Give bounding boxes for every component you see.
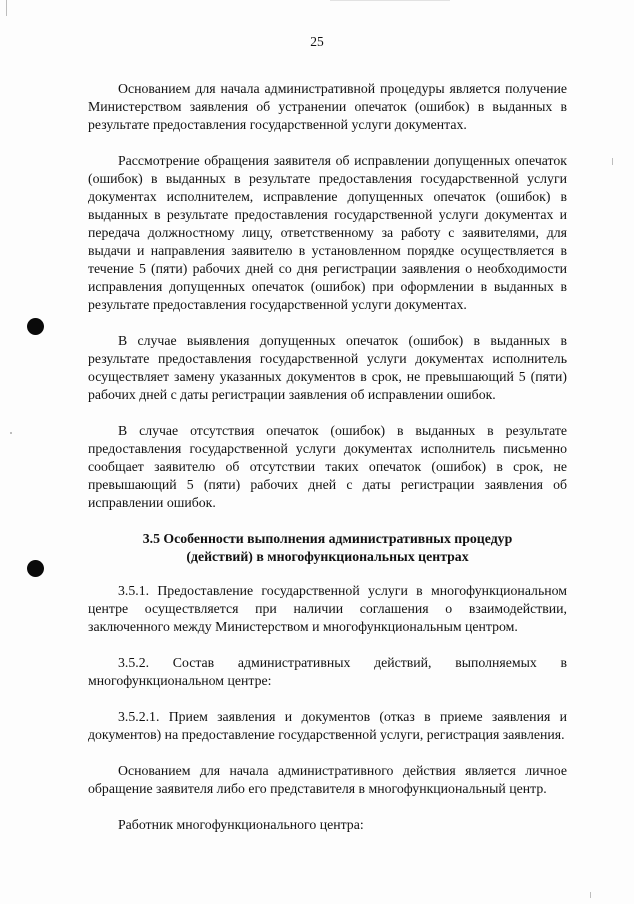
scan-artifact xyxy=(590,892,591,898)
scan-artifact xyxy=(612,158,613,165)
paragraph: Работник многофункционального центра: xyxy=(118,817,364,832)
scan-artifact xyxy=(10,432,12,434)
scan-artifact xyxy=(6,0,7,16)
paragraph: В случае отсутствия опечаток (ошибок) в выданных в результате предоставления государственной услуги документах исполнитель письменно сообщает заявителю об отсутствии таких опечаток (ошибок) в срок, не превышающий 5 (пяти) рабочих дней с даты регистрации заявления об исправлении ошибок. xyxy=(88,423,567,510)
document-body xyxy=(88,80,567,834)
punch-hole xyxy=(27,560,44,577)
paragraph: Рассмотрение обращения заявителя об исправлении допущенных опечаток (ошибок) в выданных в результате предоставления государственной услуги документах исполнителем, исправление допущенных опечаток (ошибок) в выданных в результате предоставления государственной услуги документах и передача должностному лицу, ответственному за работу с заявителями, для выдачи и направления заявителю в установленном порядке осуществляется в течение 5 (пяти) рабочих дней со дня регистрации заявления о необходимости исправления допущенных опечаток (ошибок) при оформлении в выданных в результате предоставления государственной услуги документах. xyxy=(88,153,567,312)
page-number: 25 xyxy=(310,34,324,49)
section-heading: 3.5 Особенности выполнения административных процедур (действий) в многофункциональных центрах xyxy=(142,531,513,564)
scan-artifact xyxy=(330,0,450,1)
paragraph: В случае выявления допущенных опечаток (ошибок) в выданных в результате предоставления государственной услуги документах исполнитель осуществляет замену указанных документов в срок, не превышающий 5 (пяти) рабочих дней с даты регистрации заявления об исправлении ошибок. xyxy=(88,333,567,402)
paragraph: Основанием для начала административного действия является личное обращение заявителя либо его представителя в многофункциональный центр. xyxy=(88,763,567,796)
paragraph: 3.5.2. Состав административных действий, выполняемых в многофункциональном центре: xyxy=(88,655,567,688)
paragraph: 3.5.1. Предоставление государственной услуги в многофункциональном центре осуществляется при наличии соглашения о взаимодействии, заключенного между Министерством и многофункциональным центром. xyxy=(88,583,567,634)
paragraph: Основанием для начала административной процедуры является получение Министерством заявления об устранении опечаток (ошибок) в выданных в результате предоставления государственной услуги документах. xyxy=(88,81,567,132)
paragraph: 3.5.2.1. Прием заявления и документов (отказ в приеме заявления и документов) на предоставление государственной услуги, регистрация заявления. xyxy=(88,709,567,742)
punch-hole xyxy=(27,318,44,335)
